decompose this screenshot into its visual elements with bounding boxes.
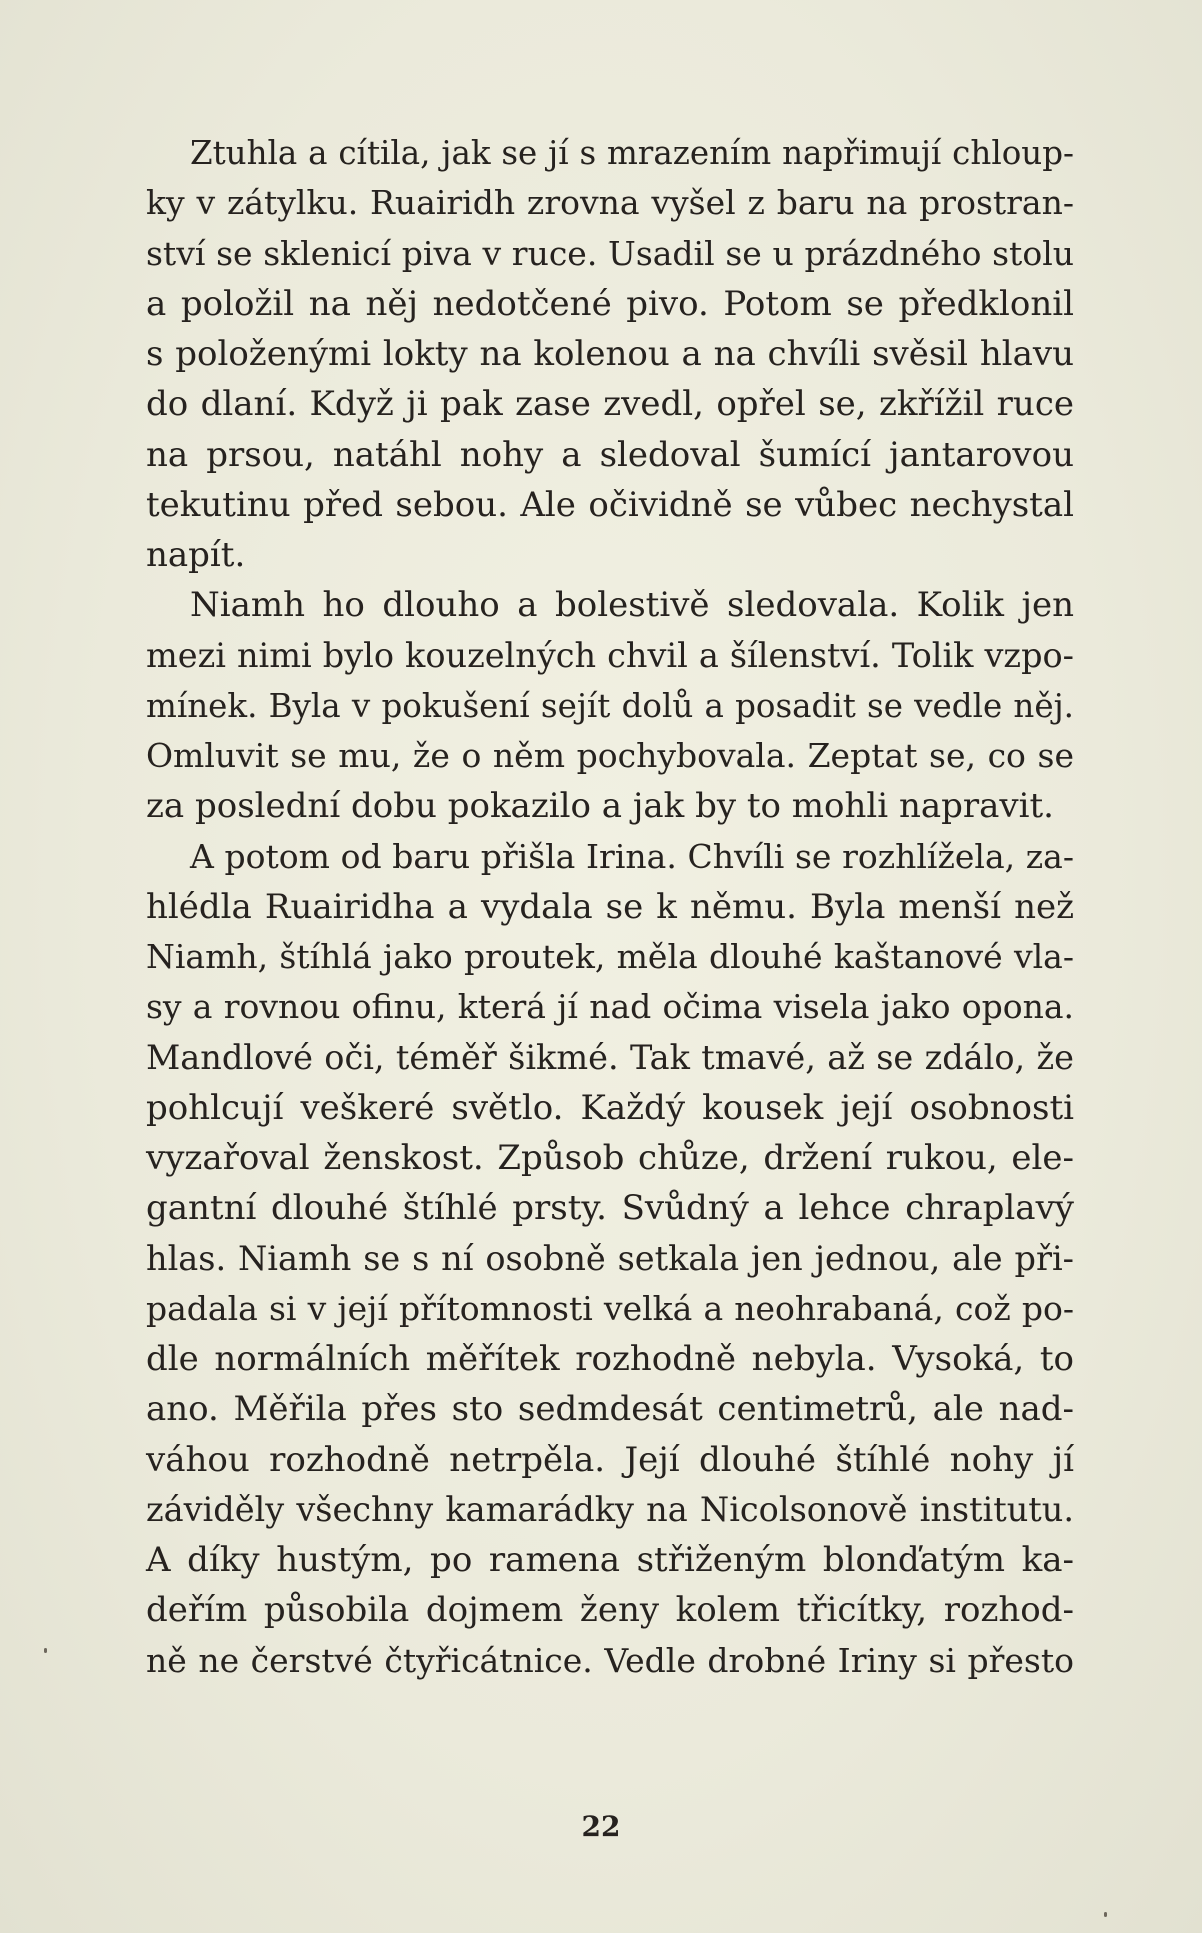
text-line: mezi nimi bylo kouzelných chvil a šílenství. Tolik vzpo- — [146, 635, 1074, 675]
text-line: vyzařoval ženskost. Způsob chůze, držení rukou, ele- — [146, 1138, 1074, 1178]
text-line: Niamh ho dlouho a bolestivě sledovala. Kolik jen — [190, 585, 1074, 626]
text-line: ano. Měřila přes sto sedmdesát centimetrů, ale nad- — [146, 1389, 1074, 1430]
page-number: 22 — [581, 1810, 621, 1843]
text-line: a položil na něj nedotčené pivo. Potom se předklonil — [146, 283, 1074, 324]
text-line: tekutinu před sebou. Ale očividně se vůbec nechystal — [146, 484, 1074, 525]
text-line: A potom od baru přišla Irina. Chvíli se rozhlížela, za- — [190, 836, 1074, 876]
body-text — [146, 128, 1074, 1686]
text-line: na prsou, natáhl nohy a sledoval šumící jantarovou — [146, 434, 1074, 475]
text-line: hlédla Ruairidha a vydala se k němu. Byla menší než — [146, 886, 1074, 927]
text-line: Ztuhla a cítila, jak se jí s mrazením napřimují chloup- — [190, 134, 1074, 172]
text-line: dle normálních měřítek rozhodně nebyla. Vysoká, to — [146, 1339, 1074, 1379]
text-line: napít. — [146, 535, 246, 575]
text-line: sy a rovnou ofinu, která jí nad očima visela jako opona. — [146, 987, 1074, 1027]
text-line: mínek. Byla v pokušení sejít dolů a posadit se vedle něj. — [146, 686, 1074, 725]
text-line: gantní dlouhé štíhlé prsty. Svůdný a lehce chraplavý — [146, 1188, 1074, 1229]
text-line: A díky hustým, po ramena střiženým blonďatým ka- — [146, 1540, 1074, 1580]
paper-speck — [1104, 1912, 1107, 1917]
text-line: ně ne čerstvé čtyřicátnice. Vedle drobné Iriny si přesto — [146, 1640, 1074, 1680]
text-line: váhou rozhodně netrpěla. Její dlouhé štíhlé nohy jí — [146, 1439, 1074, 1480]
text-line: ky v zátylku. Ruairidh zrovna vyšel z baru na prostran- — [146, 183, 1074, 223]
text-line: hlas. Niamh se s ní osobně setkala jen jednou, ale při- — [146, 1238, 1074, 1278]
text-line: záviděly všechny kamarádky na Nicolsonově institutu. — [146, 1489, 1074, 1529]
text-line: Mandlové oči, téměř šikmé. Tak tmavé, až se zdálo, že — [146, 1037, 1074, 1077]
text-line: s položenými lokty na kolenou a na chvíli svěsil hlavu — [146, 334, 1074, 374]
text-line: deřím působila dojmem ženy kolem třicítky, rozhod- — [146, 1590, 1074, 1631]
text-line: Niamh, štíhlá jako proutek, měla dlouhé kaštanové vla- — [146, 937, 1074, 976]
text-line: do dlaní. Když ji pak zase zvedl, opřel se, zkřížil ruce — [146, 384, 1074, 425]
text-line: pohlcují veškeré světlo. Každý kousek její osobnosti — [146, 1087, 1074, 1128]
text-line: Omluvit se mu, že o něm pochybovala. Zeptat se, co se — [146, 736, 1074, 775]
paper-speck — [44, 1648, 47, 1653]
text-line: padala si v její přítomnosti velká a neohrabaná, což po- — [146, 1288, 1074, 1328]
text-line: ství se sklenicí piva v ruce. Usadil se u prázdného stolu — [146, 233, 1074, 273]
text-line: za poslední dobu pokazilo a jak by to mohli napravit. — [146, 786, 1054, 827]
